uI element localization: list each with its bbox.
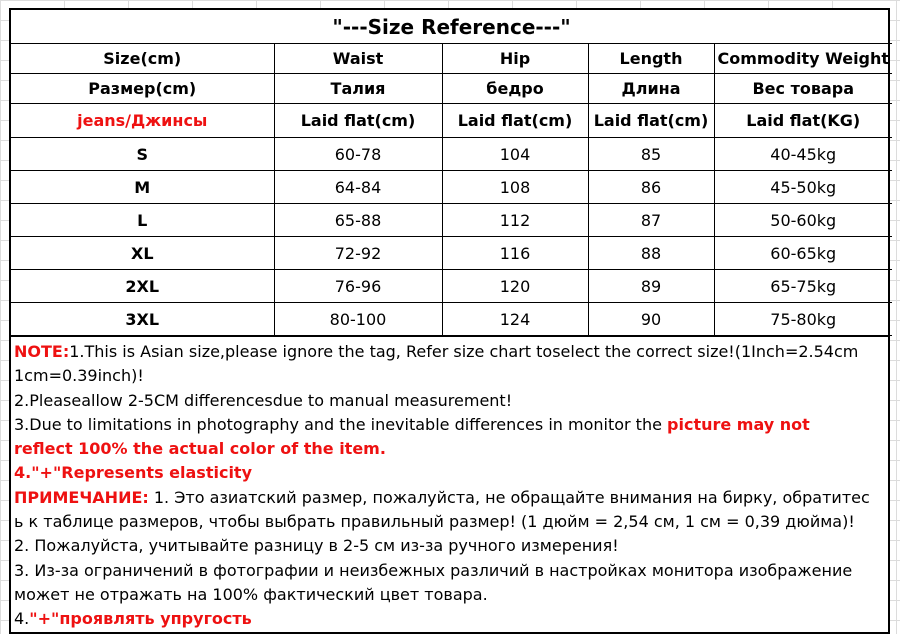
header-size-ru: Размер(cm)	[11, 74, 274, 104]
note-3-text: 3.Due to limitations in photography and the inevitable differences in monitor the	[14, 414, 668, 434]
length-cell: 89	[588, 270, 714, 303]
unit-weight: Laid flat(KG)	[714, 104, 892, 138]
header-hip-ru: бедро	[442, 74, 588, 104]
header-weight: Commodity Weight	[714, 44, 892, 74]
category-label: jeans/Джинсы	[11, 104, 274, 138]
waist-cell: 80-100	[274, 303, 442, 336]
header-length-ru: Длина	[588, 74, 714, 104]
size-table	[11, 10, 892, 336]
waist-cell: 76-96	[274, 270, 442, 303]
notes-section	[11, 336, 888, 632]
unit-waist: Laid flat(cm)	[274, 104, 442, 138]
size-cell: 2XL	[11, 270, 274, 303]
length-cell: 86	[588, 171, 714, 204]
note-line-2: 2.Pleaseallow 2-5CM differencesdue to manual measurement!	[14, 390, 513, 410]
note-line-3b: reflect 100% the actual color of the item.	[14, 439, 386, 459]
weight-cell: 50-60kg	[714, 204, 892, 237]
hip-cell: 124	[442, 303, 588, 336]
waist-cell: 64-84	[274, 171, 442, 204]
table-row	[11, 171, 892, 204]
ru-note-line-4	[14, 607, 885, 631]
header-row-ru	[11, 74, 892, 104]
header-row	[11, 44, 892, 74]
size-cell: XL	[11, 237, 274, 270]
size-cell: 3XL	[11, 303, 274, 336]
table-row	[11, 237, 892, 270]
length-cell: 85	[588, 138, 714, 171]
ru-note-4-prefix: 4.	[14, 609, 30, 629]
header-waist-ru: Талия	[274, 74, 442, 104]
note-line-1	[14, 340, 885, 364]
length-cell: 87	[588, 204, 714, 237]
size-chart-sheet	[9, 8, 890, 634]
hip-cell: 112	[442, 204, 588, 237]
unit-hip: Laid flat(cm)	[442, 104, 588, 138]
size-cell: L	[11, 204, 274, 237]
ru-note-line-1	[14, 486, 885, 510]
table-row	[11, 138, 892, 171]
header-hip: Hip	[442, 44, 588, 74]
size-cell: S	[11, 138, 274, 171]
chart-title: "---Size Reference---"	[11, 10, 892, 44]
waist-cell: 65-88	[274, 204, 442, 237]
note-1-text: 1.This is Asian size,please ignore the tag, Refer size chart toselect the correct size!(1Inch=2.54cm	[69, 342, 859, 361]
length-cell: 88	[588, 237, 714, 270]
note-3-highlight: picture may not	[667, 414, 810, 434]
weight-cell: 75-80kg	[714, 303, 892, 336]
ru-note-line-1b: ь к таблице размеров, чтобы выбрать правильный размер! (1 дюйм = 2,54 см, 1 см = 0,39 дюйма)!	[14, 512, 855, 532]
weight-cell: 65-75kg	[714, 270, 892, 303]
ru-note-1-text: 1. Это азиатский размер, пожалуйста, не обращайте внимания на бирку, обратитес	[148, 487, 870, 507]
weight-cell: 60-65kg	[714, 237, 892, 270]
waist-cell: 60-78	[274, 138, 442, 171]
header-length: Length	[588, 44, 714, 74]
table-row	[11, 270, 892, 303]
unit-length: Laid flat(cm)	[588, 104, 714, 138]
weight-cell: 45-50kg	[714, 171, 892, 204]
ru-note-label: ПРИМЕЧАНИЕ:	[14, 487, 149, 507]
waist-cell: 72-92	[274, 237, 442, 270]
length-cell: 90	[588, 303, 714, 336]
note-line-1b: 1cm=0.39inch)!	[14, 366, 144, 386]
table-row	[11, 204, 892, 237]
header-weight-ru: Вес товара	[714, 74, 892, 104]
ru-note-line-2: 2. Пожалуйста, учитывайте разницу в 2-5 см из-за ручного измерения!	[14, 536, 619, 556]
ru-note-line-3: 3. Из-за ограничений в фотографии и неизбежных различий в настройках монитора изображение	[14, 560, 853, 580]
hip-cell: 116	[442, 237, 588, 270]
header-size: Size(cm)	[11, 44, 274, 74]
note-label: NOTE:	[14, 342, 70, 361]
note-line-3	[14, 413, 885, 437]
unit-row	[11, 104, 892, 138]
ru-note-4-text: "+"проявлять упругость	[29, 609, 252, 629]
header-waist: Waist	[274, 44, 442, 74]
table-row	[11, 303, 892, 336]
ru-note-line-3b: может не отражать на 100% фактический цвет товара.	[14, 584, 488, 604]
note-line-4: 4."+"Represents elasticity	[14, 463, 252, 483]
hip-cell: 120	[442, 270, 588, 303]
weight-cell: 40-45kg	[714, 138, 892, 171]
size-cell: M	[11, 171, 274, 204]
hip-cell: 104	[442, 138, 588, 171]
hip-cell: 108	[442, 171, 588, 204]
